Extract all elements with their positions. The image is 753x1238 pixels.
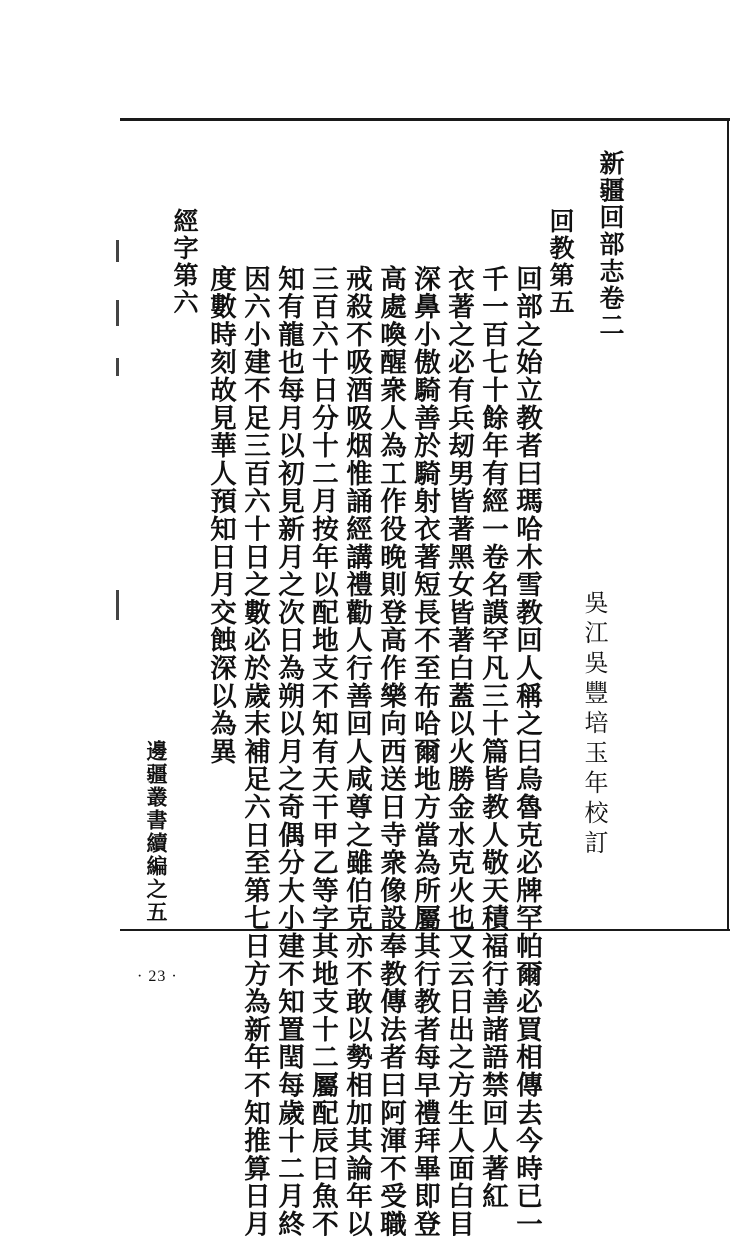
compiler-credit: 吳江吳豐培玉年校訂 xyxy=(580,590,608,860)
page-number: · 23 · xyxy=(137,968,178,985)
body-line: 度數時刻故見華人預知日月交蝕深以為異 xyxy=(205,265,236,766)
body-line: 知有龍也每月以初見新月之次日為朔以月之奇偶分大小建不知置閏每歲十二月終 xyxy=(273,265,304,1238)
body-line: 深鼻小傲騎善於騎射衣著短長不至布哈爾地方當為所屬其行教者每早禮拜畢即登 xyxy=(409,265,440,1238)
top-border xyxy=(120,118,730,121)
body-line: 千一百七十餘年有經一卷名謨罕凡三十篇皆教人敬天積福行善諸語禁回人著紅 xyxy=(477,265,508,1211)
book-title: 新疆回部志卷二 xyxy=(596,150,625,339)
binding-marks xyxy=(108,240,128,640)
section-heading: 回教第五 xyxy=(546,208,575,316)
collection-title: 邊疆叢書續編之五 xyxy=(144,740,169,924)
body-line: 三百六十日分十二月按年以配地支不知有天干甲乙等字其地支十二屬配辰曰魚不 xyxy=(307,265,338,1238)
body-line: 高處喚醒衆人為工作役晚則登高作樂向西送日寺衆像設奉教傳法者曰阿渾不受職 xyxy=(375,265,406,1238)
body-line: 衣著之必有兵刼男皆著黑女皆著白蓋以火勝金水克火也又云日出之方生人面白目 xyxy=(443,265,474,1238)
body-line: 回部之始立教者曰瑪哈木雪教回人稱之曰烏魯克必牌罕帕爾必買相傳去今時已一 xyxy=(511,265,542,1238)
body-line: 因六小建不足三百六十日之數必於歲末補足六日至第七日方為新年不知推算日月 xyxy=(239,265,270,1238)
next-section-heading: 經字第六 xyxy=(170,208,199,316)
right-border xyxy=(727,118,729,931)
body-line: 戒殺不吸酒吸烟惟誦經講禮勸人行善回人咸尊之雖伯克亦不敢以勢相加其論年以 xyxy=(341,265,372,1238)
